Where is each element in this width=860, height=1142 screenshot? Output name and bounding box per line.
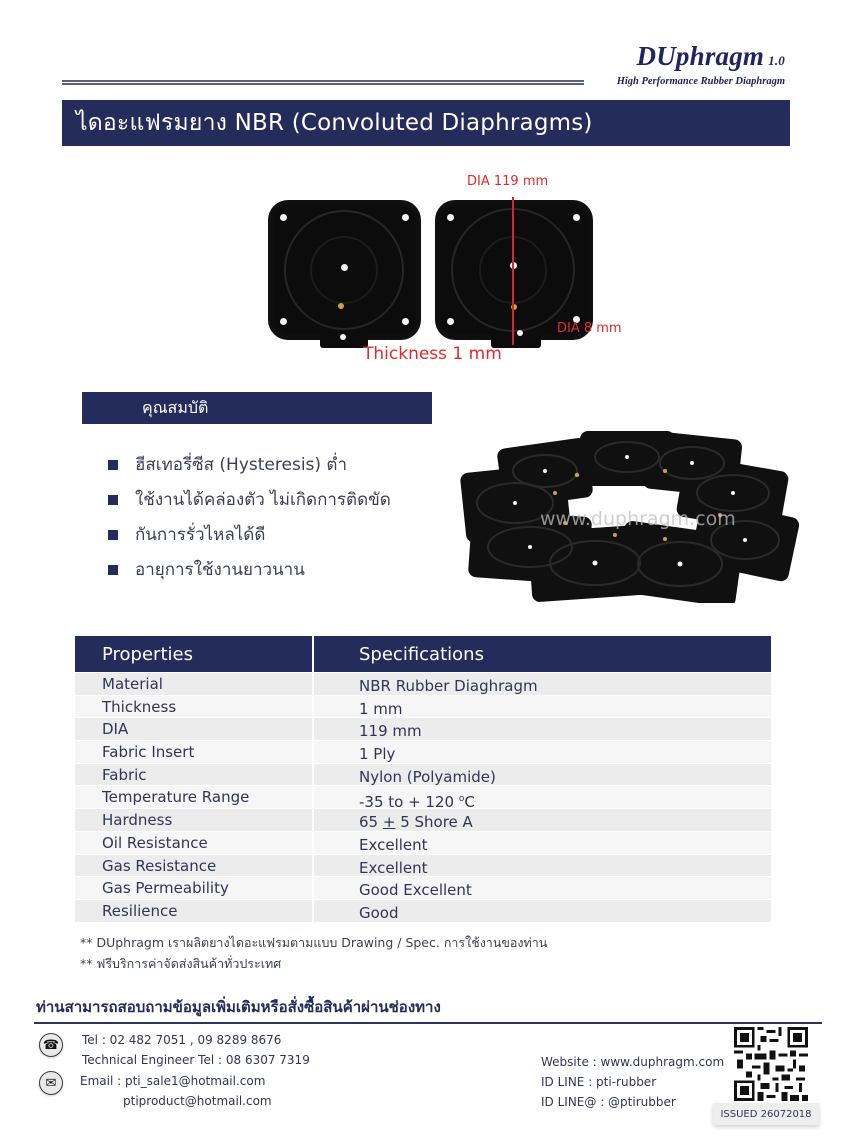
properties-heading-bar xyxy=(82,392,432,424)
thickness-label: Thickness 1 mm xyxy=(363,344,502,364)
dia-label: DIA 119 mm xyxy=(467,174,549,189)
table-row: Hardness 65 + 5 Shore A xyxy=(75,808,771,831)
email-link-sales[interactable]: pti_sale1@hotmail.com xyxy=(124,1074,266,1088)
contact-heading: ท่านสามารถสอบถามข้อมูลเพิ่มเติมหรือสั่งซื้อสินค้าผ่านช่องทาง xyxy=(36,998,441,1016)
brand-version: 1.0 xyxy=(768,53,785,68)
table-row: Fabric Nylon (Polyamide) xyxy=(75,763,771,786)
envelope-icon: ✉ xyxy=(39,1071,63,1095)
footnote: ** DUphragm เราผลิตยางไดอะแฟรมตามแบบ Drawing / Spec. การใช้งานของท่าน xyxy=(80,935,548,950)
brand-name: DUphragm 1.0 xyxy=(636,41,785,71)
center-hole xyxy=(341,264,348,271)
header-properties: Properties xyxy=(75,636,314,672)
square-bullet-icon xyxy=(108,495,118,505)
feature-list xyxy=(108,447,391,587)
table-body xyxy=(75,672,771,922)
line-at-id: ID LINE@ : @ptirubber xyxy=(541,1095,676,1109)
temperature-range-value: -35 to + 120 $^o$C xyxy=(359,793,475,812)
feature-item: กันการรั่วไหลได้ดี xyxy=(108,517,391,552)
feature-item: อายุการใช้งานยาวนาน xyxy=(108,552,391,587)
table-row: Resilience Good xyxy=(75,899,771,922)
header-double-rule xyxy=(62,80,584,85)
table-row: Gas Resistance Excellent xyxy=(75,854,771,877)
contact-divider xyxy=(34,1022,822,1024)
brass-insert xyxy=(338,303,344,309)
brand-logo xyxy=(617,42,785,87)
table-row: Oil Resistance Excellent xyxy=(75,831,771,854)
header-specifications: Specifications xyxy=(359,643,484,665)
properties-heading: คุณสมบัติ xyxy=(142,397,209,417)
bolt-hole xyxy=(402,318,409,325)
bolt-hole xyxy=(280,214,287,221)
tab-hole xyxy=(517,330,523,336)
technical-engineer-tel: Technical Engineer Tel : 08 6307 7319 xyxy=(82,1053,310,1067)
phone-icon: ☎ xyxy=(39,1033,63,1057)
square-bullet-icon xyxy=(108,565,118,575)
page-title: ไดอะแฟรมยาง NBR (Convoluted Diaphragms) xyxy=(76,110,593,136)
issued-date-badge: ISSUED 26072018 xyxy=(713,1103,819,1125)
table-row: DIA 119 mm xyxy=(75,717,771,740)
feature-item: ฮีสเทอรี่ซีส (Hysteresis) ต่ำ xyxy=(108,447,391,482)
table-row: Temperature Range -35 to + 120 $^o$C xyxy=(75,785,771,808)
email-link-product[interactable]: ptiproduct@hotmail.com xyxy=(123,1094,272,1108)
bolt-hole xyxy=(573,214,580,221)
bolt-hole xyxy=(280,318,287,325)
diaphragm-image-right xyxy=(435,200,593,340)
square-bullet-icon xyxy=(108,460,118,470)
email-info xyxy=(80,1071,272,1111)
tel-numbers: Tel : 02 482 7051 , 09 8289 8676 xyxy=(82,1033,282,1047)
web-line-info xyxy=(541,1052,724,1112)
footnote: ** ฟรีบริการค่าจัดส่งสินค้าทั่วประเทศ xyxy=(80,956,282,971)
table-row: Fabric Insert 1 Ply xyxy=(75,740,771,763)
phone-info xyxy=(82,1030,310,1070)
website-link[interactable]: Website : www.duphragm.com xyxy=(541,1055,725,1069)
tab-hole xyxy=(340,334,346,340)
hardness-value: 65 + 5 Shore A xyxy=(359,813,473,832)
email-label: Email : xyxy=(80,1074,122,1088)
brand-tagline: High Performance Rubber Diaphragm xyxy=(616,76,785,87)
watermark-url: www.duphragm.com xyxy=(540,508,736,530)
footnotes xyxy=(80,932,547,974)
qr-code[interactable] xyxy=(734,1027,808,1101)
table-row: Material NBR Rubber Diaghragm xyxy=(75,672,771,695)
bolt-hole xyxy=(447,318,454,325)
table-header xyxy=(75,636,771,672)
square-bullet-icon xyxy=(108,530,118,540)
table-row: Thickness 1 mm xyxy=(75,695,771,718)
page-title-bar xyxy=(62,100,790,146)
hole-dia-label: DIA 8 mm xyxy=(557,321,622,336)
diaphragm-image-left xyxy=(268,200,421,340)
line-id: ID LINE : pti-rubber xyxy=(541,1075,657,1089)
table-row: Gas Permeability Good Excellent xyxy=(75,876,771,899)
diameter-arrow xyxy=(512,197,514,345)
feature-item: ใช้งานได้คล่องตัว ไม่เกิดการติดขัด xyxy=(108,482,391,517)
bolt-hole xyxy=(402,214,409,221)
spec-table xyxy=(75,636,771,922)
product-photo-dimensions xyxy=(260,172,640,367)
bolt-hole xyxy=(447,214,454,221)
